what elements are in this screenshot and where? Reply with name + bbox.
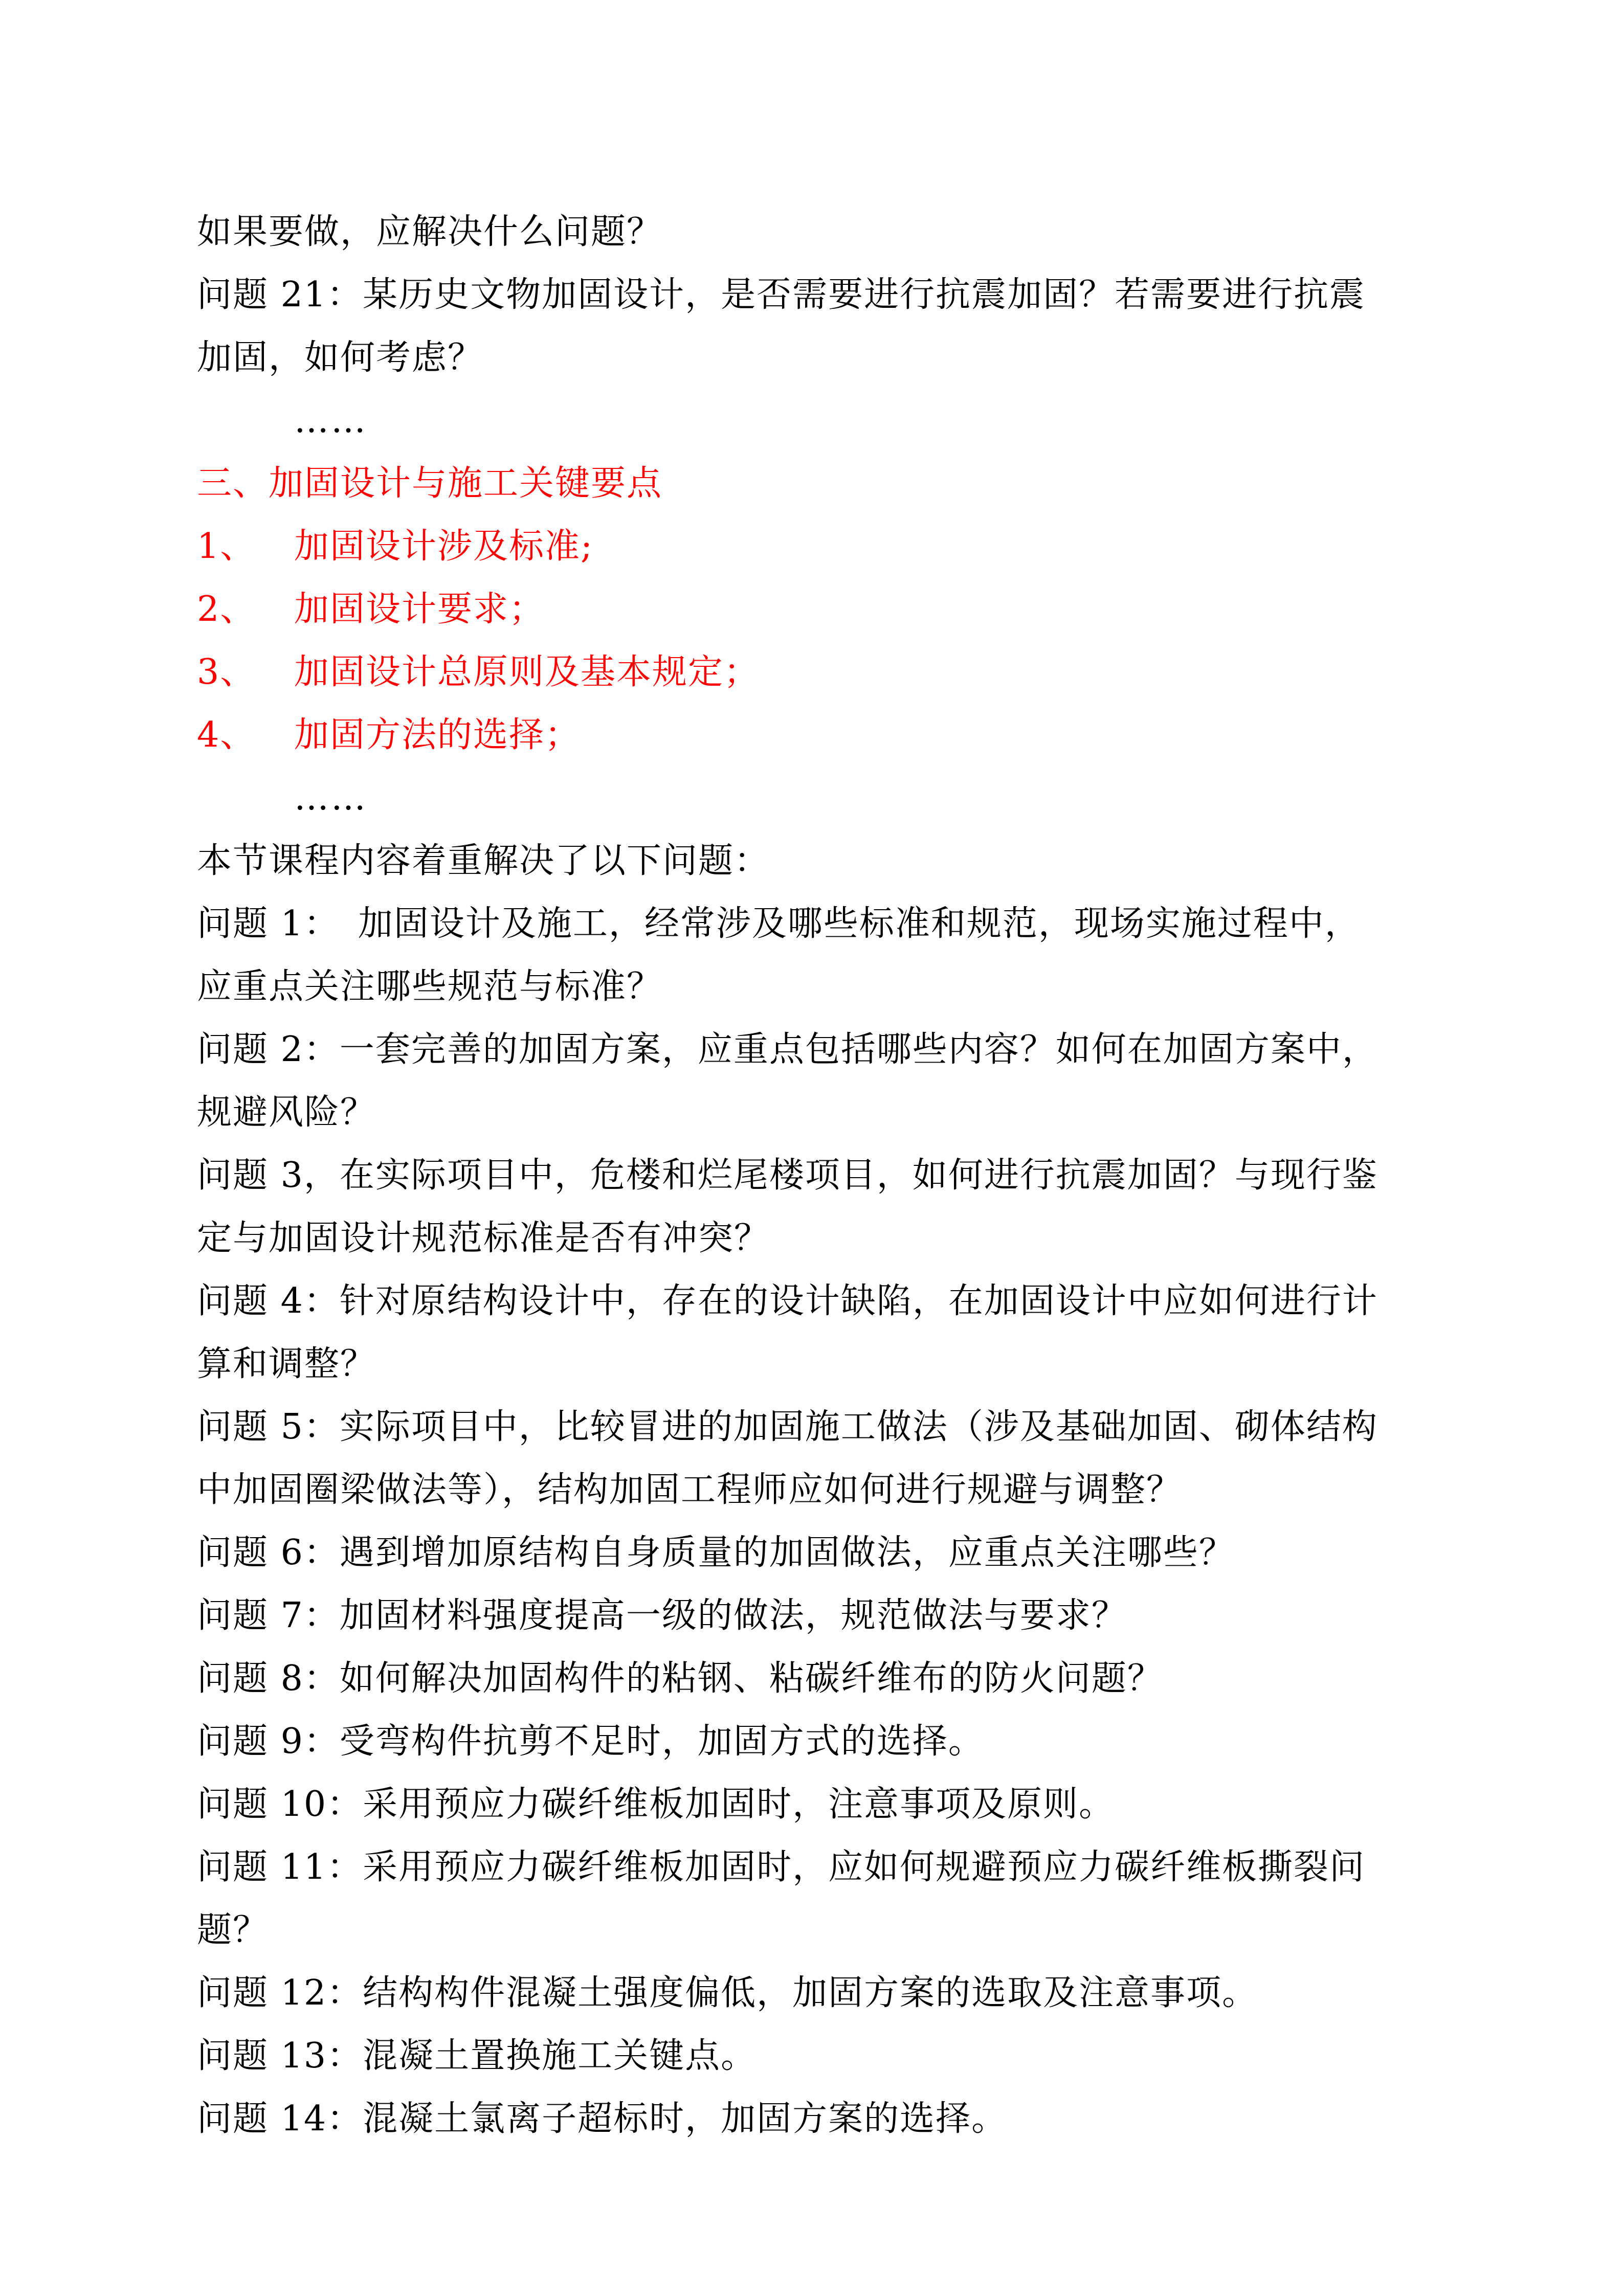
list-item-number: 3、 <box>197 652 256 692</box>
ellipsis: …… <box>294 400 368 441</box>
list-item-text: 加固设计总原则及基本规定； <box>294 652 760 692</box>
question-line: 问题 13：混凝土置换施工关键点。 <box>197 2036 757 2076</box>
section-list-item <box>197 578 1448 641</box>
question-line: 问题 8：如何解决加固构件的粘钢、粘碳纤维布的防火问题？ <box>197 1658 1163 1699</box>
question-line: 问题 9：受弯构件抗剪不足时，加固方式的选择。 <box>197 1721 984 1762</box>
question-line: 定与加固设计规范标准是否有冲突？ <box>197 1218 770 1258</box>
question-line: 问题 6：遇到增加原结构自身质量的加固做法，应重点关注哪些？ <box>197 1533 1235 1573</box>
section-heading: 三、加固设计与施工关键要点 <box>197 463 663 504</box>
question-line: 问题 5：实际项目中，比较冒进的加固施工做法（涉及基础加固、砌体结构 <box>197 1407 1378 1447</box>
text-line: 加固，如何考虑？ <box>197 337 484 378</box>
question-line: 应重点关注哪些规范与标准？ <box>197 966 663 1007</box>
ellipsis: …… <box>294 778 368 818</box>
text-line: 问题 21：某历史文物加固设计，是否需要进行抗震加固？若需要进行抗震 <box>197 275 1366 315</box>
question-line: 问题 7：加固材料强度提高一级的做法，规范做法与要求？ <box>197 1595 1127 1636</box>
section-list-item <box>197 704 1448 767</box>
list-item-number: 2、 <box>197 589 256 629</box>
question-line: 算和调整？ <box>197 1344 376 1384</box>
question-line: 问题 11：采用预应力碳纤维板加固时，应如何规避预应力碳纤维板撕裂问 <box>197 1847 1366 1887</box>
question-line: 问题 12：结构构件混凝土强度偏低，加固方案的选取及注意事项。 <box>197 1973 1258 2013</box>
list-item-text: 加固方法的选择； <box>294 715 581 755</box>
text-line: 如果要做，应解决什么问题？ <box>197 212 663 252</box>
list-item-text: 加固设计要求； <box>294 589 545 629</box>
section-list-item <box>197 515 1448 578</box>
question-line: 问题 4：针对原结构设计中，存在的设计缺陷，在加固设计中应如何进行计 <box>197 1281 1378 1321</box>
list-item-number: 1、 <box>197 526 256 567</box>
question-line: 规避风险？ <box>197 1092 376 1133</box>
document-body <box>197 200 1448 2150</box>
question-line: 问题 14：混凝土氯离子超标时，加固方案的选择。 <box>197 2099 1008 2139</box>
section-list-item <box>197 641 1448 704</box>
list-item-text: 加固设计涉及标准; <box>294 526 593 567</box>
question-line: 中加固圈梁做法等），结构加固工程师应如何进行规避与调整？ <box>197 1470 1183 1510</box>
question-line: 问题 1： 加固设计及施工，经常涉及哪些标准和规范，现场实施过程中， <box>197 904 1361 944</box>
list-item-number: 4、 <box>197 715 256 755</box>
summary-intro: 本节课程内容着重解决了以下问题： <box>197 841 770 881</box>
question-line: 问题 10：采用预应力碳纤维板加固时，注意事项及原则。 <box>197 1784 1115 1825</box>
question-line: 题？ <box>197 1910 269 1950</box>
question-line: 问题 3，在实际项目中，危楼和烂尾楼项目，如何进行抗震加固？与现行鉴 <box>197 1155 1378 1196</box>
question-line: 问题 2：一套完善的加固方案，应重点包括哪些内容？如何在加固方案中， <box>197 1029 1378 1070</box>
